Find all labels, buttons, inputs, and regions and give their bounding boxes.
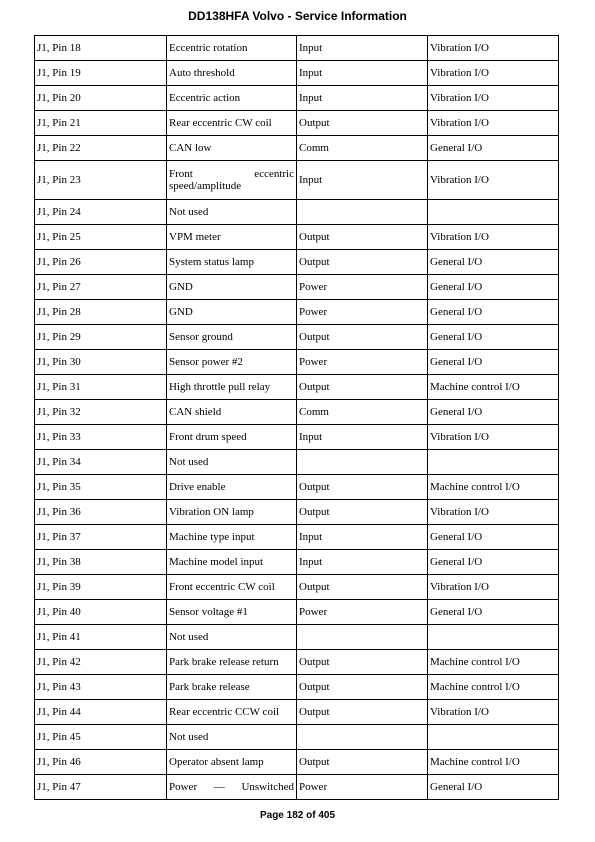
function-cell: Front eccentric CW coil bbox=[167, 575, 297, 600]
signal-type-cell: Output bbox=[297, 575, 428, 600]
io-group-cell: General I/O bbox=[428, 325, 559, 350]
signal-type-cell: Output bbox=[297, 700, 428, 725]
page-header-title: DD138HFA Volvo - Service Information bbox=[188, 9, 407, 23]
function-cell: Rear eccentric CCW coil bbox=[167, 700, 297, 725]
pin-cell: J1, Pin 27 bbox=[35, 275, 167, 300]
table-row bbox=[35, 475, 559, 500]
signal-type-cell: Power bbox=[297, 350, 428, 375]
signal-type-cell: Input bbox=[297, 525, 428, 550]
pin-cell: J1, Pin 26 bbox=[35, 250, 167, 275]
table-row bbox=[35, 225, 559, 250]
pin-cell: J1, Pin 40 bbox=[35, 600, 167, 625]
signal-type-cell: Power bbox=[297, 275, 428, 300]
signal-type-cell: Power bbox=[297, 775, 428, 800]
function-cell: Not used bbox=[167, 200, 297, 225]
function-cell: GND bbox=[167, 300, 297, 325]
pin-cell: J1, Pin 43 bbox=[35, 675, 167, 700]
io-group-cell bbox=[428, 200, 559, 225]
signal-type-cell: Output bbox=[297, 375, 428, 400]
signal-type-cell bbox=[297, 450, 428, 475]
function-cell: Eccentric action bbox=[167, 86, 297, 111]
table-row bbox=[35, 300, 559, 325]
io-group-cell: Machine control I/O bbox=[428, 675, 559, 700]
table-row bbox=[35, 86, 559, 111]
pin-cell: J1, Pin 42 bbox=[35, 650, 167, 675]
pin-cell: J1, Pin 39 bbox=[35, 575, 167, 600]
table-row bbox=[35, 36, 559, 61]
pin-cell: J1, Pin 30 bbox=[35, 350, 167, 375]
function-cell: GND bbox=[167, 275, 297, 300]
pin-table-body bbox=[35, 36, 559, 800]
io-group-cell: Vibration I/O bbox=[428, 61, 559, 86]
function-cell: Machine model input bbox=[167, 550, 297, 575]
io-group-cell bbox=[428, 625, 559, 650]
signal-type-cell: Output bbox=[297, 475, 428, 500]
function-cell: Not used bbox=[167, 625, 297, 650]
signal-type-cell bbox=[297, 200, 428, 225]
pin-assignment-table bbox=[34, 35, 559, 800]
signal-type-cell: Power bbox=[297, 600, 428, 625]
signal-type-cell: Output bbox=[297, 650, 428, 675]
io-group-cell: Vibration I/O bbox=[428, 111, 559, 136]
table-row bbox=[35, 650, 559, 675]
signal-type-cell: Output bbox=[297, 500, 428, 525]
io-group-cell: Machine control I/O bbox=[428, 750, 559, 775]
io-group-cell: Vibration I/O bbox=[428, 575, 559, 600]
table-row bbox=[35, 725, 559, 750]
function-cell: CAN low bbox=[167, 136, 297, 161]
pin-cell: J1, Pin 23 bbox=[35, 161, 167, 200]
function-cell: System status lamp bbox=[167, 250, 297, 275]
function-cell: Front eccentric speed/amplitude bbox=[167, 161, 297, 200]
table-row bbox=[35, 275, 559, 300]
io-group-cell: Vibration I/O bbox=[428, 161, 559, 200]
function-cell: Drive enable bbox=[167, 475, 297, 500]
pin-cell: J1, Pin 36 bbox=[35, 500, 167, 525]
function-cell: Rear eccentric CW coil bbox=[167, 111, 297, 136]
pin-cell: J1, Pin 33 bbox=[35, 425, 167, 450]
signal-type-cell: Output bbox=[297, 750, 428, 775]
io-group-cell: Vibration I/O bbox=[428, 36, 559, 61]
table-row bbox=[35, 525, 559, 550]
signal-type-cell: Comm bbox=[297, 136, 428, 161]
table-row bbox=[35, 250, 559, 275]
function-cell: CAN shield bbox=[167, 400, 297, 425]
table-row bbox=[35, 675, 559, 700]
function-cell: Park brake release return bbox=[167, 650, 297, 675]
pin-cell: J1, Pin 25 bbox=[35, 225, 167, 250]
io-group-cell: General I/O bbox=[428, 300, 559, 325]
signal-type-cell: Comm bbox=[297, 400, 428, 425]
function-cell: Sensor power #2 bbox=[167, 350, 297, 375]
function-cell: Auto threshold bbox=[167, 61, 297, 86]
io-group-cell: Machine control I/O bbox=[428, 650, 559, 675]
io-group-cell bbox=[428, 725, 559, 750]
io-group-cell: General I/O bbox=[428, 775, 559, 800]
io-group-cell: Machine control I/O bbox=[428, 475, 559, 500]
signal-type-cell bbox=[297, 725, 428, 750]
function-cell: Operator absent lamp bbox=[167, 750, 297, 775]
signal-type-cell: Output bbox=[297, 225, 428, 250]
signal-type-cell: Output bbox=[297, 675, 428, 700]
table-row bbox=[35, 161, 559, 200]
pin-cell: J1, Pin 21 bbox=[35, 111, 167, 136]
function-cell: VPM meter bbox=[167, 225, 297, 250]
io-group-cell: Vibration I/O bbox=[428, 500, 559, 525]
io-group-cell: General I/O bbox=[428, 400, 559, 425]
io-group-cell: Vibration I/O bbox=[428, 425, 559, 450]
function-cell: Front drum speed bbox=[167, 425, 297, 450]
io-group-cell: General I/O bbox=[428, 550, 559, 575]
signal-type-cell: Input bbox=[297, 550, 428, 575]
table-row bbox=[35, 200, 559, 225]
function-cell: Power — Unswitched bbox=[167, 775, 297, 800]
pin-cell: J1, Pin 34 bbox=[35, 450, 167, 475]
pin-cell: J1, Pin 44 bbox=[35, 700, 167, 725]
function-cell: Sensor ground bbox=[167, 325, 297, 350]
io-group-cell: Vibration I/O bbox=[428, 86, 559, 111]
table-row bbox=[35, 400, 559, 425]
table-row bbox=[35, 450, 559, 475]
function-cell: High throttle pull relay bbox=[167, 375, 297, 400]
pin-cell: J1, Pin 28 bbox=[35, 300, 167, 325]
pin-cell: J1, Pin 29 bbox=[35, 325, 167, 350]
table-row bbox=[35, 350, 559, 375]
pin-cell: J1, Pin 38 bbox=[35, 550, 167, 575]
signal-type-cell: Input bbox=[297, 61, 428, 86]
signal-type-cell: Output bbox=[297, 111, 428, 136]
pin-cell: J1, Pin 47 bbox=[35, 775, 167, 800]
page-number-footer: Page 182 of 405 bbox=[259, 810, 336, 821]
table-row bbox=[35, 775, 559, 800]
table-row bbox=[35, 700, 559, 725]
table-row bbox=[35, 375, 559, 400]
function-cell: Park brake release bbox=[167, 675, 297, 700]
signal-type-cell: Input bbox=[297, 161, 428, 200]
io-group-cell: General I/O bbox=[428, 525, 559, 550]
table-row bbox=[35, 425, 559, 450]
table-row bbox=[35, 325, 559, 350]
pin-cell: J1, Pin 19 bbox=[35, 61, 167, 86]
io-group-cell: Vibration I/O bbox=[428, 700, 559, 725]
io-group-cell: General I/O bbox=[428, 600, 559, 625]
signal-type-cell: Output bbox=[297, 250, 428, 275]
pin-cell: J1, Pin 46 bbox=[35, 750, 167, 775]
io-group-cell: Machine control I/O bbox=[428, 375, 559, 400]
pin-cell: J1, Pin 35 bbox=[35, 475, 167, 500]
function-cell: Machine type input bbox=[167, 525, 297, 550]
table-row bbox=[35, 61, 559, 86]
table-row bbox=[35, 550, 559, 575]
pin-cell: J1, Pin 18 bbox=[35, 36, 167, 61]
io-group-cell: Vibration I/O bbox=[428, 225, 559, 250]
pin-cell: J1, Pin 37 bbox=[35, 525, 167, 550]
table-row bbox=[35, 750, 559, 775]
table-row bbox=[35, 500, 559, 525]
io-group-cell: General I/O bbox=[428, 275, 559, 300]
pin-cell: J1, Pin 20 bbox=[35, 86, 167, 111]
pin-cell: J1, Pin 22 bbox=[35, 136, 167, 161]
pin-cell: J1, Pin 41 bbox=[35, 625, 167, 650]
signal-type-cell: Input bbox=[297, 425, 428, 450]
signal-type-cell: Output bbox=[297, 325, 428, 350]
function-cell: Sensor voltage #1 bbox=[167, 600, 297, 625]
pin-cell: J1, Pin 45 bbox=[35, 725, 167, 750]
function-cell: Eccentric rotation bbox=[167, 36, 297, 61]
table-row bbox=[35, 600, 559, 625]
pin-cell: J1, Pin 24 bbox=[35, 200, 167, 225]
table-row bbox=[35, 111, 559, 136]
function-cell: Not used bbox=[167, 725, 297, 750]
signal-type-cell: Input bbox=[297, 86, 428, 111]
table-row bbox=[35, 136, 559, 161]
io-group-cell bbox=[428, 450, 559, 475]
function-cell: Not used bbox=[167, 450, 297, 475]
pin-cell: J1, Pin 31 bbox=[35, 375, 167, 400]
table-row bbox=[35, 575, 559, 600]
signal-type-cell bbox=[297, 625, 428, 650]
io-group-cell: General I/O bbox=[428, 136, 559, 161]
io-group-cell: General I/O bbox=[428, 250, 559, 275]
signal-type-cell: Power bbox=[297, 300, 428, 325]
signal-type-cell: Input bbox=[297, 36, 428, 61]
function-cell: Vibration ON lamp bbox=[167, 500, 297, 525]
io-group-cell: General I/O bbox=[428, 350, 559, 375]
pin-cell: J1, Pin 32 bbox=[35, 400, 167, 425]
table-row bbox=[35, 625, 559, 650]
